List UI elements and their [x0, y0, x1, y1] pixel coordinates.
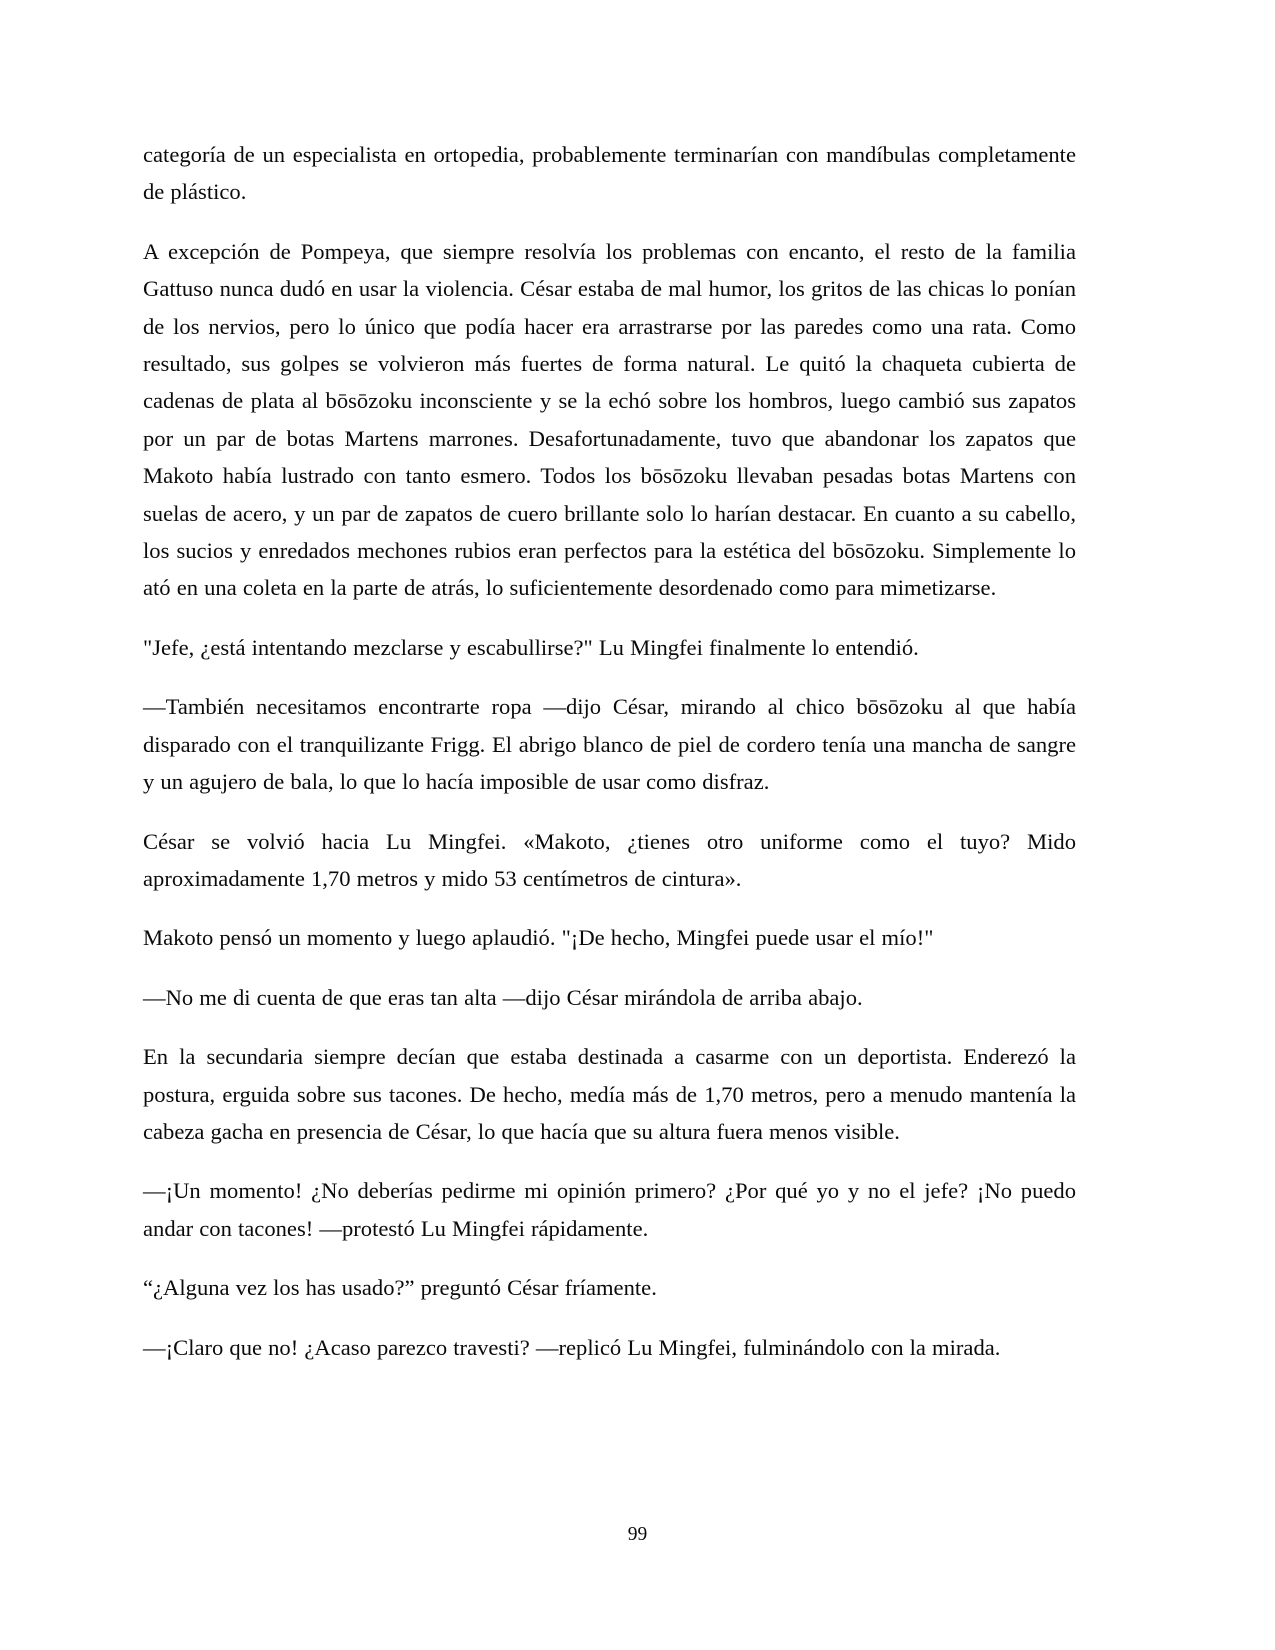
paragraph: “¿Alguna vez los has usado?” preguntó César fríamente. [143, 1275, 657, 1301]
paragraph: categoría de un especialista en ortopedia, probablemente terminarían con mandíbulas completamente de plástico. [143, 142, 1076, 205]
paragraph: —No me di cuenta de que eras tan alta —dijo César mirándola de arriba abajo. [143, 984, 863, 1010]
paragraph: "Jefe, ¿está intentando mezclarse y escabullirse?" Lu Mingfei finalmente lo entendió. [143, 634, 919, 660]
page-body-text [143, 136, 1076, 1366]
paragraph: Makoto pensó un momento y luego aplaudió. "¡De hecho, Mingfei puede usar el mío!" [143, 925, 934, 951]
paragraph: En la secundaria siempre decían que estaba destinada a casarme con un deportista. Enderezó la postura, erguida sobre sus tacones. De hecho, medía más de 1,70 metros, pero a menudo mantenía la cabeza gacha en presencia de César, lo que hacía que su altura fuera menos visible. [143, 1044, 1076, 1144]
paragraph: —También necesitamos encontrarte ropa —dijo César, mirando al chico bōsōzoku al que había disparado con el tranquilizante Frigg. El abrigo blanco de piel de cordero tenía una mancha de sangre y un agujero de bala, lo que lo hacía imposible de usar como disfraz. [143, 694, 1076, 795]
paragraph: —¡Claro que no! ¿Acaso parezco travesti? —replicó Lu Mingfei, fulminándolo con la mirada. [143, 1334, 1001, 1360]
paragraph: —¡Un momento! ¿No deberías pedirme mi opinión primero? ¿Por qué yo y no el jefe? ¡No puedo andar con tacones! —protestó Lu Mingfei rápidamente. [143, 1178, 1076, 1241]
paragraph: César se volvió hacia Lu Mingfei. «Makoto, ¿tienes otro uniforme como el tuyo? Mido aproximadamente 1,70 metros y mido 53 centímetros de cintura». [143, 828, 1076, 891]
page-number: 99 [627, 1524, 648, 1545]
paragraph: A excepción de Pompeya, que siempre resolvía los problemas con encanto, el resto de la familia Gattuso nunca dudó en usar la violencia. César estaba de mal humor, los gritos de las chicas lo ponían de los nervios, pero lo único que podía hacer era arrastrarse por las paredes como una rata. Como resultado, sus golpes se volvieron más fuertes de forma natural. Le quitó la chaqueta cubierta de cadenas de plata al bōsōzoku inconsciente y se la echó sobre los hombros, luego cambió sus zapatos por un par de botas Martens marrones. Desafortunadamente, tuvo que abandonar los zapatos que Makoto había lustrado con tanto esmero. Todos los bōsōzoku llevaban pesadas botas Martens con suelas de acero, y un par de zapatos de cuero brillante solo lo harían destacar. En cuanto a su cabello, los sucios y enredados mechones rubios eran perfectos para la estética del bōsōzoku. Simplemente lo ató en una coleta en la parte de atrás, lo suficientemente desordenado como para mimetizarse. [143, 238, 1076, 601]
